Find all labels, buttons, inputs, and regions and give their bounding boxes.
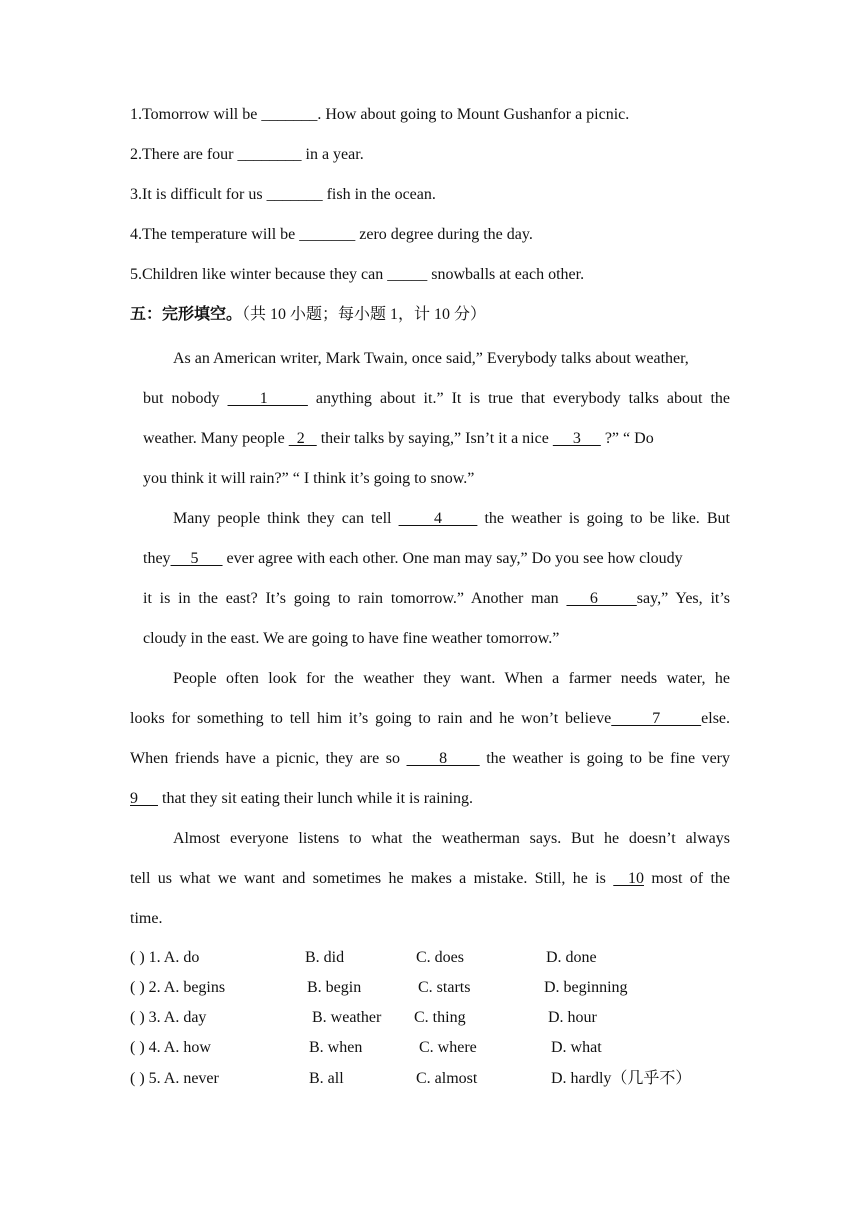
section-title: 五：完形填空。	[130, 306, 243, 323]
passage-line: When friends have a picnic, they are so 8 the weather is going to be fine very	[130, 750, 731, 767]
sentence-text: in a year.	[301, 146, 364, 163]
passage-line: As an American writer, Mark Twain, once said,” Everybody talks about weather,	[173, 350, 689, 367]
answer-blank: _______	[261, 106, 318, 123]
passage-line: it is in the east? It’s going to rain tomorrow.” Another man 6 say,” Yes, it’s	[143, 590, 730, 607]
sentence-text: 1.Tomorrow will be	[130, 106, 262, 123]
sentence-text: 3.It is difficult for us	[130, 186, 267, 203]
blank-3: 3	[552, 430, 601, 447]
sentence-text: fish in the ocean.	[322, 186, 436, 203]
option-b: B. all	[309, 1070, 344, 1087]
blank-9: 9	[130, 790, 138, 807]
passage-line: time.	[130, 910, 163, 927]
blank-1: 1	[227, 390, 308, 407]
fill-in-item-1	[130, 105, 629, 125]
option-d: D. beginning	[544, 979, 628, 996]
section-heading	[130, 305, 486, 325]
option-d: D. what	[551, 1039, 602, 1056]
answer-blank: _______	[266, 186, 323, 203]
blank-4: 4	[398, 510, 478, 527]
option-b: B. weather	[312, 1009, 382, 1026]
blank-6: 6	[566, 590, 637, 607]
option-d: D. hardly（几乎不）	[551, 1070, 692, 1087]
sentence-text: 2.There are four	[130, 146, 238, 163]
option-a: ( ) 5. A. never	[130, 1070, 219, 1087]
sentence-text: 5.Children like winter because they can	[130, 266, 388, 283]
option-c: C. thing	[414, 1009, 466, 1026]
answer-blank: ________	[237, 146, 302, 163]
passage-line: 9 that they sit eating their lunch while it is raining.	[130, 790, 474, 807]
section-note: （共 10 小题；每小题 1，计 10 分）	[242, 306, 487, 323]
passage-line: weather. Many people 2 their talks by saying,” Isn’t it a nice 3 ?” “ Do	[143, 430, 654, 447]
option-b: B. begin	[307, 979, 362, 996]
sentence-text: 4.The temperature will be	[130, 226, 300, 243]
option-a: ( ) 3. A. day	[130, 1009, 207, 1026]
blank-9-underline	[138, 790, 158, 807]
blank-7: 7	[611, 710, 702, 727]
passage-line: you think it will rain?” “ I think it’s going to snow.”	[143, 470, 475, 487]
passage-line: they 5 ever agree with each other. One man may say,” Do you see how cloudy	[143, 550, 683, 567]
option-d: D. done	[546, 949, 597, 966]
passage-line: Many people think they can tell 4 the weather is going to be like. But	[173, 510, 731, 527]
blank-8: 8	[406, 750, 480, 767]
passage-line: People often look for the weather they want. When a farmer needs water, he	[173, 670, 730, 687]
fill-in-item-2	[130, 145, 364, 165]
sentence-text: snowballs at each other.	[427, 266, 585, 283]
fill-in-item-4	[130, 225, 533, 245]
passage-line: Almost everyone listens to what the weatherman says. But he doesn’t always	[173, 830, 730, 847]
passage-line: looks for something to tell him it’s going to rain and he won’t believe 7 else.	[130, 710, 731, 727]
option-c: C. starts	[418, 979, 471, 996]
option-b: B. when	[309, 1039, 363, 1056]
answer-blank: _______	[299, 226, 356, 243]
blank-2: 2	[288, 430, 317, 447]
option-a: ( ) 4. A. how	[130, 1039, 211, 1056]
passage-line: tell us what we want and sometimes he makes a mistake. Still, he is 10 most of the	[130, 870, 731, 887]
blank-10: 10	[613, 870, 644, 887]
sentence-text: zero degree during the day.	[355, 226, 533, 243]
option-c: C. almost	[416, 1070, 478, 1087]
fill-in-item-3	[130, 185, 436, 205]
passage-line: but nobody 1 anything about it.” It is true that everybody talks about the	[143, 390, 731, 407]
fill-in-item-5	[130, 265, 584, 285]
blank-5: 5	[170, 550, 223, 567]
option-d: D. hour	[548, 1009, 597, 1026]
answer-blank: _____	[387, 266, 428, 283]
option-a: ( ) 2. A. begins	[130, 979, 226, 996]
passage-line: cloudy in the east. We are going to have fine weather tomorrow.”	[143, 630, 560, 647]
option-c: C. does	[416, 949, 464, 966]
sentence-text: . How about going to Mount Gushanfor a picnic.	[317, 106, 630, 123]
option-c: C. where	[419, 1039, 477, 1056]
option-a: ( ) 1. A. do	[130, 949, 200, 966]
option-b: B. did	[305, 949, 345, 966]
